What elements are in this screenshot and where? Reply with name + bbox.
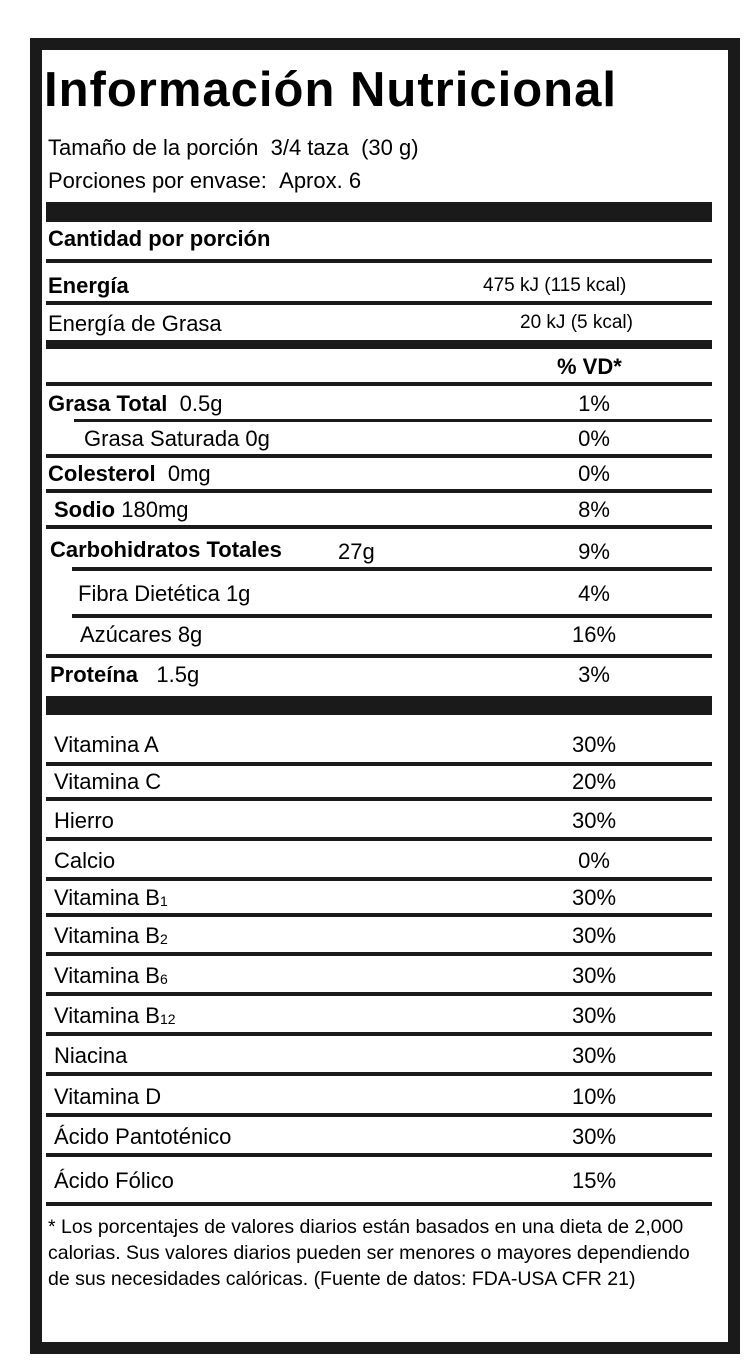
nutrient-row-fiber [78,583,250,605]
vitamin-row [54,734,159,756]
vitamin-name: Vitamina D [54,1084,162,1109]
divider [46,382,712,386]
thick-divider [46,696,712,715]
divider [46,1202,712,1206]
nutrient-name: Fibra Dietética 1g [78,581,251,606]
dv-header: % VD* [557,354,622,379]
nutrient-row-cholesterol [48,463,211,485]
vitamin-dv: 30% [571,732,617,757]
vitamin-name: Vitamina C [54,769,162,794]
divider [46,301,712,305]
nutrient-amount: 180mg [121,497,189,522]
nutrient-row-protein [50,664,199,686]
vitamin-dv: 30% [571,1124,617,1149]
vitamin-dv: 30% [571,885,617,910]
nutrient-dv: 4% [578,581,610,606]
nutrient-dv: 16% [571,622,617,647]
vitamin-dv: 30% [571,1043,617,1068]
energy-label: Energía [48,273,129,298]
divider [46,1032,712,1036]
vitamin-row [54,887,168,909]
vitamin-row [54,771,161,793]
vitamin-row [54,850,115,872]
nutrient-amount: 27g [338,539,375,564]
thick-divider [46,340,712,349]
vitamin-subscript: 2 [159,931,168,947]
vitamin-dv: 30% [571,923,617,948]
nutrient-name: Colesterol [48,461,156,486]
nutrient-name: Carbohidratos Totales [50,537,282,562]
nutrient-dv: 9% [578,539,610,564]
divider [46,454,712,458]
vitamin-subscript: 6 [159,971,168,987]
vitamin-dv: 20% [571,769,617,794]
divider [46,877,712,881]
nutrient-row-saturated-fat [84,428,270,450]
divider [46,525,712,529]
nutrient-name: Sodio [54,497,116,522]
vitamin-subscript: 1 [159,893,168,909]
vitamin-row [54,1170,174,1192]
nutrient-amount: 1.5g [156,662,200,687]
divider [46,1153,712,1157]
divider [74,419,712,422]
energy-value: 475 kJ (115 kcal) [483,275,627,296]
servings-label: Porciones por envase: [48,168,267,193]
divider [46,762,712,766]
footnote: * Los porcentajes de valores diarios están basados en una dieta de 2,000 calorias. Sus valores diarios pueden ser menores o mayores dependiendo de sus necesidades calóricas. (Fuente de datos: FDA-USA CFR 21) [48,1216,690,1290]
nutrient-amount: 0mg [167,461,211,486]
nutrient-dv: 1% [578,391,610,416]
divider [46,489,712,493]
nutrient-dv: 0% [578,461,610,486]
divider [46,913,712,917]
vitamin-row [54,810,114,832]
servings-per-container [48,170,361,192]
divider [46,992,712,996]
nutrient-row-total-fat [48,393,222,415]
vitamin-name: Ácido Pantoténico [54,1124,232,1149]
serving-size-label: Tamaño de la porción [48,135,259,160]
vitamin-name: Vitamina B [54,1003,160,1028]
vitamin-name: Niacina [54,1043,128,1068]
vitamin-row [54,1086,161,1108]
nutrient-amount: 0.5g [179,391,223,416]
fat-energy-label: Energía de Grasa [48,311,222,336]
divider [46,952,712,956]
fat-energy-value: 20 kJ (5 kcal) [520,312,633,333]
vitamin-dv: 30% [571,963,617,988]
vitamin-name: Vitamina A [54,732,159,757]
divider [46,837,712,841]
divider [46,654,712,658]
label-title: Información Nutricional [44,63,617,117]
vitamin-row [54,1126,231,1148]
serving-size [48,137,419,159]
thick-divider [46,202,712,222]
nutrient-dv: 0% [578,426,610,451]
vitamin-name: Vitamina B [54,963,160,988]
nutrient-name: Grasa Saturada 0g [84,426,270,451]
vitamin-row [54,1005,176,1027]
divider [46,1113,712,1117]
vitamin-name: Vitamina B [54,885,160,910]
servings-value: Aprox. 6 [279,168,362,193]
divider [46,259,712,263]
vitamin-dv: 30% [571,1003,617,1028]
vitamin-subscript: 12 [159,1011,176,1027]
nutrient-name: Proteína [50,662,139,687]
nutrient-dv: 3% [578,662,610,687]
divider [46,1072,712,1076]
vitamin-dv: 30% [571,808,617,833]
divider [46,797,712,801]
nutrient-row-sugars [80,624,202,646]
vitamin-dv: 0% [578,848,610,873]
vitamin-row [54,965,168,987]
nutrient-row-sodium [54,499,189,521]
amount-per-serving-heading: Cantidad por porción [48,226,271,251]
vitamin-dv: 15% [571,1168,617,1193]
vitamin-name: Vitamina B [54,923,160,948]
vitamin-name: Ácido Fólico [54,1168,174,1193]
nutrient-dv: 8% [578,497,610,522]
divider [72,567,712,571]
vitamin-name: Hierro [54,808,114,833]
vitamin-row [54,1045,127,1067]
nutrient-row-carbohydrates [50,539,282,561]
vitamin-name: Calcio [54,848,116,873]
vitamin-dv: 10% [571,1084,617,1109]
divider [72,614,712,618]
nutrient-name: Grasa Total [48,391,168,416]
nutrient-name: Azúcares 8g [80,622,203,647]
serving-size-value: 3/4 taza (30 g) [270,135,419,160]
vitamin-row [54,925,168,947]
